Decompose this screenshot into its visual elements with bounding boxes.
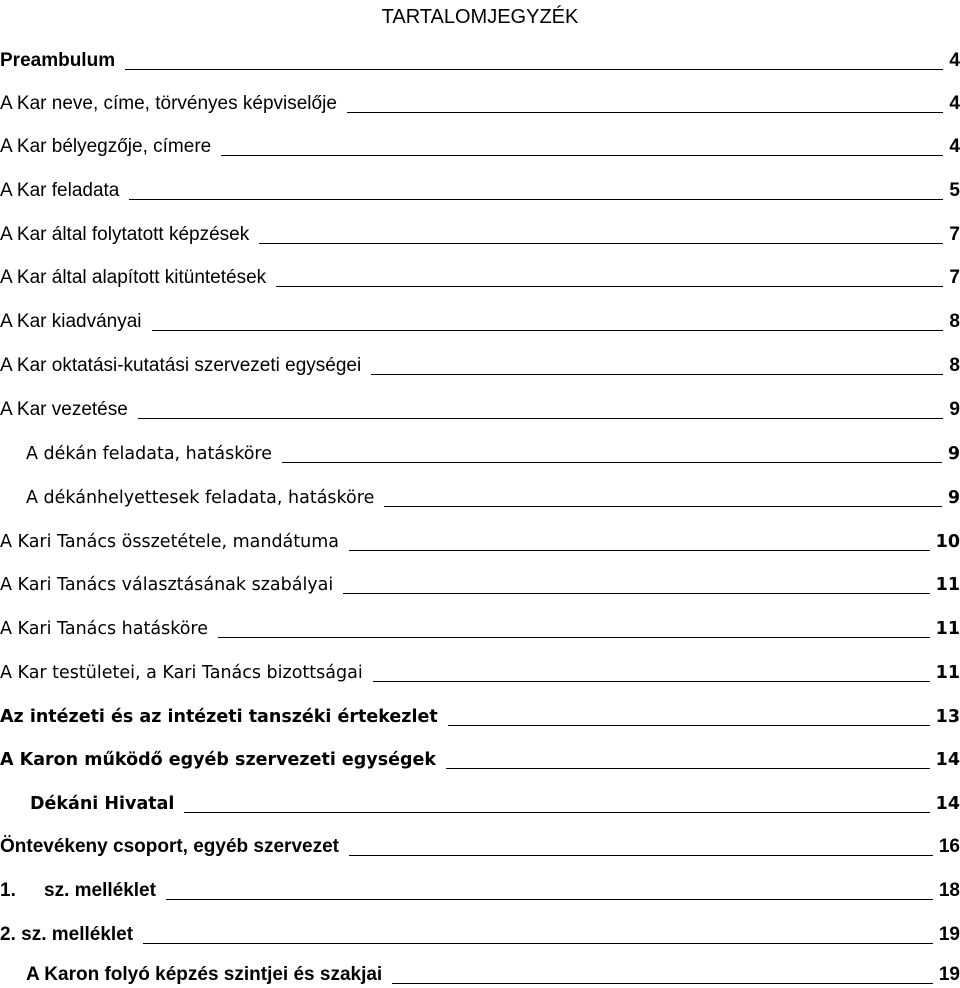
toc-leader-line — [347, 111, 944, 113]
toc-entry-label: 2. sz. melléklet — [0, 924, 134, 945]
toc-entry-number: 1. — [0, 880, 16, 901]
toc-leader-line — [349, 854, 933, 856]
toc-entry-page: 4 — [949, 93, 960, 114]
toc-entry-page: 11 — [935, 619, 960, 639]
toc-entry-label: A Kari Tanács választásának szabályai — [0, 575, 334, 595]
toc-leader-line — [282, 461, 942, 463]
toc-entry-page: 4 — [949, 50, 960, 71]
toc-entry — [0, 568, 960, 598]
toc-leader-line — [371, 373, 943, 375]
toc-entry — [0, 787, 960, 817]
toc-leader-line — [129, 198, 943, 200]
toc-entry-label: Az intézeti és az intézeti tanszéki értekezlet — [0, 707, 438, 727]
toc-entry-label: A Kar által folytatott képzések — [0, 224, 250, 245]
toc-entry-label: Öntevékeny csoport, egyéb szervezet — [0, 836, 339, 857]
toc-entry — [0, 218, 960, 248]
toc-entry-label: A Kar kiadványai — [0, 311, 142, 332]
toc-leader-line — [384, 505, 941, 507]
toc-entry — [0, 349, 960, 379]
toc-entry — [0, 305, 960, 335]
toc-entry-page: 9 — [947, 444, 960, 464]
toc-leader-line — [152, 329, 944, 331]
toc-entry-page: 9 — [949, 399, 960, 420]
toc-entry — [0, 918, 960, 948]
toc-entry-page: 11 — [935, 575, 960, 595]
toc-leader-line — [138, 417, 944, 419]
toc-entry-page: 14 — [935, 794, 960, 814]
toc-entry-page: 19 — [938, 964, 960, 985]
toc-entry-label: A Kar oktatási-kutatási szervezeti egységei — [0, 355, 362, 376]
toc-leader-line — [276, 285, 943, 287]
toc-entry-label: A dékánhelyettesek feladata, hatásköre — [26, 488, 375, 508]
toc-leader-line — [448, 724, 930, 726]
toc-entry-page: 7 — [949, 224, 960, 245]
toc-entry — [0, 130, 960, 160]
toc-entry-label: A Kar testületei, a Kari Tanács bizottságai — [0, 663, 363, 683]
toc-entry-label: A dékán feladata, hatásköre — [26, 444, 272, 464]
toc-entry — [0, 830, 960, 860]
toc-entry — [0, 612, 960, 642]
toc-entry-page: 19 — [938, 924, 960, 945]
toc-entry — [0, 174, 960, 204]
toc-entry-page: 16 — [938, 836, 960, 857]
toc-entry-label: A Kar bélyegzője, címere — [0, 136, 212, 157]
toc-leader-line — [125, 68, 943, 70]
toc-entry-label-text: sz. melléklet — [44, 880, 156, 901]
toc-entry-label: A Kar által alapított kitüntetések — [0, 267, 267, 288]
toc-entry — [0, 525, 960, 555]
toc-title: TARTALOMJEGYZÉK — [381, 6, 579, 28]
toc-entry-label: Preambulum — [0, 50, 116, 71]
toc-leader-line — [446, 767, 930, 769]
toc-entry-page: 5 — [949, 180, 960, 201]
toc-entry-label: A Karon folyó képzés szintjei és szakjai — [26, 964, 383, 985]
toc-entry — [0, 958, 960, 988]
toc-entry-page: 14 — [935, 750, 960, 770]
toc-leader-line — [166, 898, 933, 900]
toc-leader-line — [349, 549, 930, 551]
toc-entry-label: A Kari Tanács hatásköre — [0, 619, 208, 639]
toc-entry-label: A Kar feladata — [0, 180, 120, 201]
toc-entry-page: 11 — [935, 663, 960, 683]
toc-leader-line — [373, 680, 930, 682]
toc-leader-line — [143, 942, 933, 944]
toc-entry-label: Dékáni Hivatal — [30, 794, 175, 814]
toc-entry-label: A Kari Tanács összetétele, mandátuma — [0, 532, 340, 552]
toc-entry — [0, 700, 960, 730]
toc-entry — [0, 437, 960, 467]
toc-entry-label: A Kar vezetése — [0, 399, 128, 420]
toc-entry — [0, 44, 960, 74]
toc-entry — [0, 656, 960, 686]
toc-leader-line — [343, 592, 929, 594]
toc-entry-label: A Kar neve, címe, törvényes képviselője — [0, 93, 337, 114]
toc-leader-line — [184, 811, 929, 813]
toc-entry-page: 8 — [949, 311, 960, 332]
toc-entry-page: 7 — [949, 267, 960, 288]
toc-entry-page: 9 — [947, 488, 960, 508]
toc-entry-page: 10 — [935, 532, 960, 552]
toc-entry-page: 8 — [949, 355, 960, 376]
toc-entry — [0, 481, 960, 511]
toc-entry-label — [0, 879, 156, 904]
toc-leader-line — [218, 636, 930, 638]
toc-entry — [0, 261, 960, 291]
toc-leader-line — [259, 242, 943, 244]
toc-entry-page: 4 — [949, 136, 960, 157]
toc-entry-page: 18 — [938, 880, 960, 901]
toc-entry-page: 13 — [935, 707, 960, 727]
toc-leader-line — [221, 154, 943, 156]
toc-entry — [0, 874, 960, 904]
toc-entry — [0, 393, 960, 423]
toc-leader-line — [392, 982, 933, 984]
toc-entry — [0, 87, 960, 117]
toc-entry-label: A Karon működő egyéb szervezeti egységek — [0, 750, 437, 770]
toc-entry — [0, 743, 960, 773]
